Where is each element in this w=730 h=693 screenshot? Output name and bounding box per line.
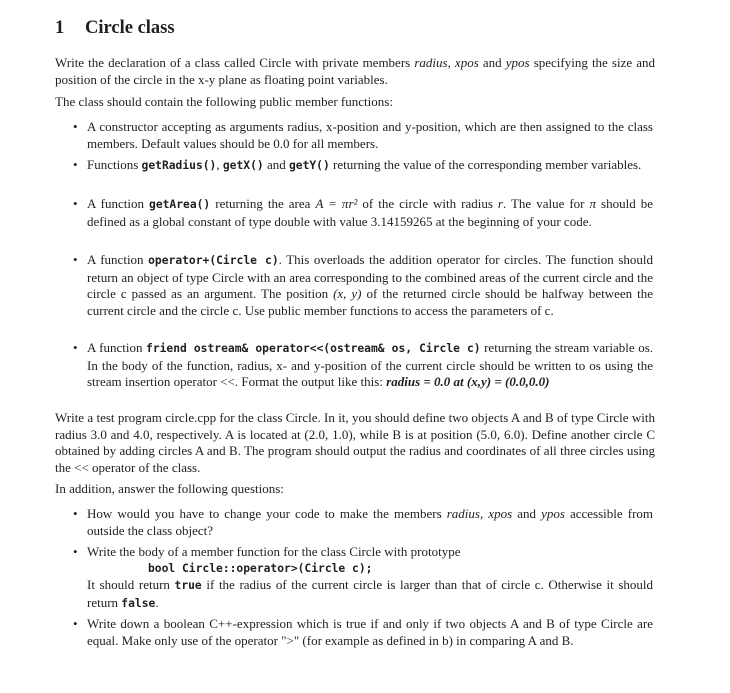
question-item-a: How would you have to change your code to make the members radius, xpos and ypos accessible from outside the class object? xyxy=(87,506,654,538)
questions-intro: In addition, answer the following questions: xyxy=(55,481,284,496)
member-xpos: xpos xyxy=(454,55,479,70)
function-item-constructor: A constructor accepting as arguments radius, x-position and y-position, which are then assigned to the class members. Default values should be 0.0 for all members. xyxy=(87,119,653,151)
question-item-b-line1: Write the body of a member function for the class Circle with prototype xyxy=(87,544,461,559)
code-getx: getX() xyxy=(222,159,264,172)
bullet-icon: • xyxy=(73,616,78,631)
code-getarea: getArea() xyxy=(149,198,211,211)
function-item-getters: Functions getRadius(), getX() and getY() returning the value of the corresponding member variables. xyxy=(87,157,642,172)
output-format: radius = 0.0 at (x,y) = (0.0,0.0) xyxy=(386,374,550,389)
bullet-icon: • xyxy=(73,252,78,267)
bullet-icon: • xyxy=(73,196,78,211)
code-getradius: getRadius() xyxy=(141,159,217,172)
section-heading xyxy=(55,18,175,39)
bullet-icon: • xyxy=(73,157,78,172)
member-ypos: ypos xyxy=(505,55,530,70)
code-true: true xyxy=(174,579,202,592)
section-number: 1 xyxy=(55,18,65,38)
test-program-paragraph: Write a test program circle.cpp for the class Circle. In it, you should define two objects A and B of type Circle with radius 3.0 and 4.0, respectively. A is located at (2.0, 1.0), while B is at position (5.0, 6.0). Define another circle C obtained by adding circles A and B. The program should output the radius and coordinates of all three circles using the << operator of the class. xyxy=(55,410,655,475)
function-item-getarea: A function getArea() returning the area A = πr² of the circle with radius r. The value for π should be defined as a global constant of type double with value 3.14159265 at the beginning of your code. xyxy=(87,196,653,229)
code-false: false xyxy=(121,596,156,610)
code-stream-operator: friend ostream& operator<<(ostream& os, Circle c) xyxy=(146,342,481,355)
function-item-stream-operator: A function friend ostream& operator<<(ostream& os, Circle c) returning the stream variable os. In the body of the function, radius, x- and y-position of the current circle should be written to os using the stream insertion operator <<. Format the output like this: radius = 0.0 at (x,y) = (0.0,0.0) xyxy=(87,340,654,389)
section-title: Circle class xyxy=(85,18,175,38)
bullet-icon: • xyxy=(73,506,78,521)
code-prototype: bool Circle::operator>(Circle c); xyxy=(148,562,373,575)
code-gety: getY() xyxy=(288,159,330,172)
question-item-c: Write down a boolean C++-expression which is true if and only if two objects A and B of type Circle are equal. Make only use of the operator ">" (for example as defined in b) in comparing A and B. xyxy=(87,616,653,648)
bullet-icon: • xyxy=(73,119,78,134)
question-item-b-line2: It should return true if the radius of the current circle is larger than that of circle c. Otherwise it should return false. xyxy=(87,577,653,610)
intro-paragraph: Write the declaration of a class called Circle with private members radius, xpos and ypos specifying the size and position of the circle in the x-y plane as floating point variables. xyxy=(55,55,656,87)
code-operator-plus: operator+(Circle c) xyxy=(148,254,279,267)
bullet-icon: • xyxy=(73,340,78,355)
area-formula: A = πr² xyxy=(315,196,358,211)
member-radius: radius xyxy=(414,55,448,70)
function-item-operator-plus: A function operator+(Circle c). This overloads the addition operator for circles. The function should return an object of type Circle with an area corresponding to the combined areas of the current circle and the circle c passed as an argument. The position (x, y) of the returned circle should be halfway between the current circle and the circle c. Use public member functions to access the parameters of c. xyxy=(87,252,654,318)
functions-intro: The class should contain the following public member functions: xyxy=(55,94,393,109)
bullet-icon: • xyxy=(73,544,78,559)
